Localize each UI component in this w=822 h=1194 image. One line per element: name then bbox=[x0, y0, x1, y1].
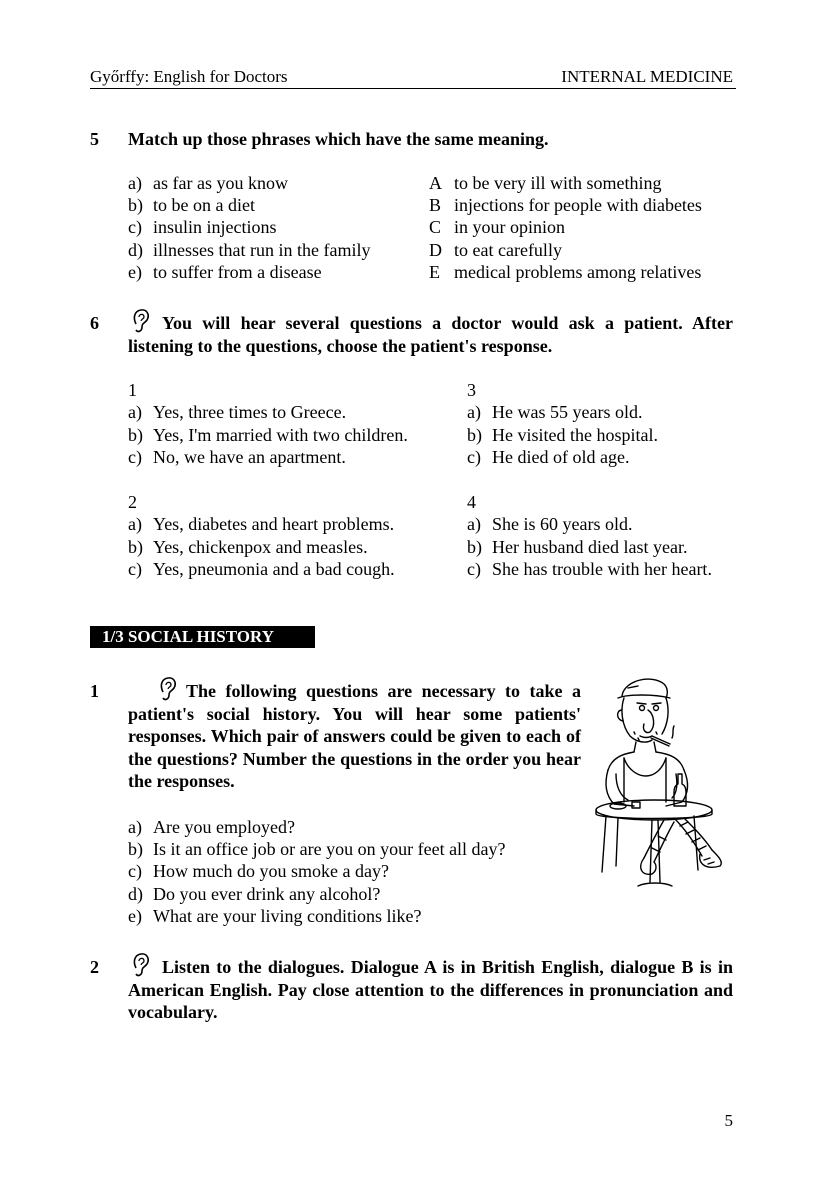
list-item: b) Yes, I'm married with two children. bbox=[128, 425, 408, 445]
list-item: b) He visited the hospital. bbox=[467, 425, 658, 445]
exercise-6-title: You will hear several questions a doctor would ask a patient. After listening to the questions, choose the patient's response. bbox=[128, 313, 733, 356]
exercise-5-number: 5 bbox=[90, 129, 99, 149]
man-at-table-illustration bbox=[594, 666, 734, 896]
list-item: a) Are you employed? bbox=[128, 817, 295, 837]
list-item: a) He was 55 years old. bbox=[467, 402, 643, 422]
social-exercise-2-number: 2 bbox=[90, 957, 99, 977]
list-item: b) Yes, chickenpox and measles. bbox=[128, 537, 368, 557]
page-number: 5 bbox=[724, 1111, 733, 1130]
social-exercise-2-title: Listen to the dialogues. Dialogue A is in British English, dialogue B is in American English. Pay close attention to the differences in pronunciation and vocabulary. bbox=[128, 957, 733, 1022]
list-item: B injections for people with diabetes bbox=[429, 195, 702, 215]
header-chapter-title: INTERNAL MEDICINE bbox=[561, 67, 733, 86]
list-item: C in your opinion bbox=[429, 217, 565, 237]
list-item: A to be very ill with something bbox=[429, 173, 662, 193]
list-item: c) Yes, pneumonia and a bad cough. bbox=[128, 559, 395, 579]
social-exercise-1-number: 1 bbox=[90, 681, 99, 701]
list-item: c) How much do you smoke a day? bbox=[128, 861, 389, 881]
question-number: 2 bbox=[128, 492, 137, 512]
list-item: c) He died of old age. bbox=[467, 447, 630, 467]
list-item: d) illnesses that run in the family bbox=[128, 240, 371, 260]
list-item: a) She is 60 years old. bbox=[467, 514, 633, 534]
list-item: b) Her husband died last year. bbox=[467, 537, 688, 557]
ear-icon bbox=[131, 952, 151, 978]
question-number: 4 bbox=[467, 492, 476, 512]
list-item: c) insulin injections bbox=[128, 217, 277, 237]
list-item: a) Yes, three times to Greece. bbox=[128, 402, 347, 422]
list-item: E medical problems among relatives bbox=[429, 262, 702, 282]
exercise-6-number: 6 bbox=[90, 313, 99, 333]
exercise-5-title: Match up those phrases which have the same meaning. bbox=[128, 129, 549, 149]
list-item: b) Is it an office job or are you on your feet all day? bbox=[128, 839, 506, 859]
social-exercise-1-title: The following questions are necessary to take a patient's social history. You will hear some patients' responses. Which pair of answers could be given to each of the questions? Number the questions in the order you hear the responses. bbox=[128, 681, 581, 791]
ear-icon bbox=[131, 308, 151, 334]
list-item: D to eat carefully bbox=[429, 240, 562, 260]
list-item: e) to suffer from a disease bbox=[128, 262, 322, 282]
section-heading: 1/3 SOCIAL HISTORY bbox=[90, 626, 315, 648]
list-item: c) She has trouble with her heart. bbox=[467, 559, 712, 579]
list-item: e) What are your living conditions like? bbox=[128, 906, 422, 926]
list-item: d) Do you ever drink any alcohol? bbox=[128, 884, 381, 904]
list-item: b) to be on a diet bbox=[128, 195, 255, 215]
header-book-title: Győrffy: English for Doctors bbox=[90, 67, 288, 86]
list-item: a) Yes, diabetes and heart problems. bbox=[128, 514, 395, 534]
question-number: 1 bbox=[128, 380, 137, 400]
list-item: a) as far as you know bbox=[128, 173, 288, 193]
header-rule bbox=[90, 88, 736, 89]
question-number: 3 bbox=[467, 380, 476, 400]
list-item: c) No, we have an apartment. bbox=[128, 447, 346, 467]
ear-icon bbox=[158, 676, 178, 702]
